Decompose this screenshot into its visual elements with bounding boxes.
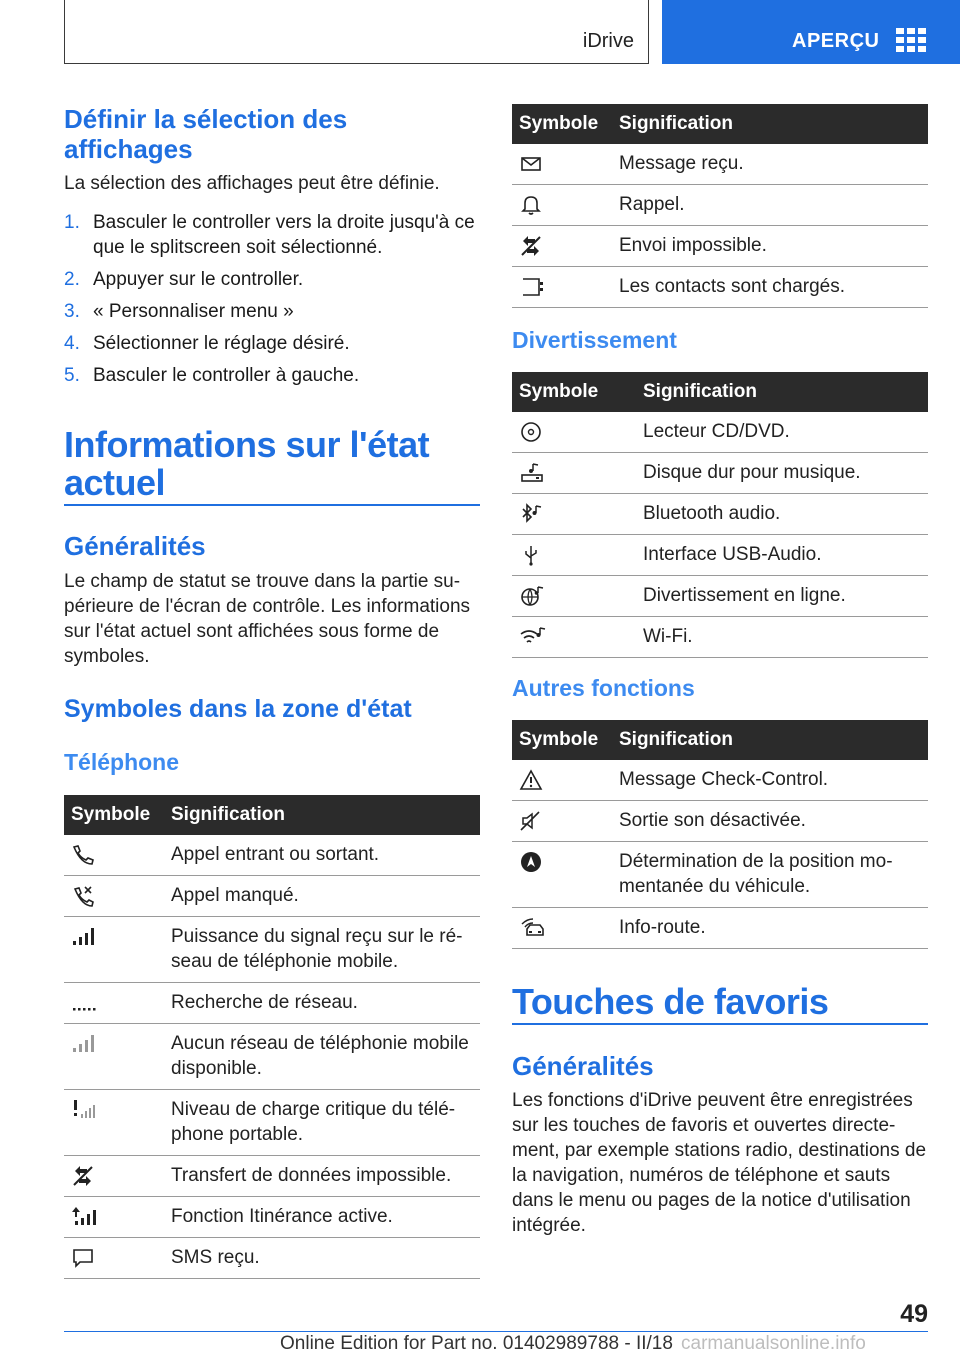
sound-off-icon	[519, 810, 543, 832]
table-row	[512, 842, 928, 908]
list-item: 3. « Personnaliser menu »	[64, 301, 294, 322]
other-functions-heading: Autres fonctions	[512, 675, 695, 701]
network-search-icon	[71, 992, 99, 1012]
table-row	[64, 1024, 480, 1090]
phone-call-icon	[71, 844, 95, 866]
list-item: 5. Basculer le controller à gauche.	[64, 365, 360, 386]
row-text: Divertissement en ligne.	[636, 576, 928, 617]
sms-icon	[71, 1247, 95, 1269]
row-text: Disque dur pour musique.	[636, 453, 928, 494]
list-item: 1. Basculer le controller vers la droite jusqu'à ce que le splitscreen soit sélectionné.	[64, 212, 475, 258]
table-row	[64, 983, 480, 1024]
display-selection-intro: La sélection des affichages peut être définie.	[64, 173, 440, 194]
messages-symbols-table	[512, 104, 928, 308]
table-header-row	[64, 795, 480, 835]
position-icon	[519, 851, 543, 873]
telephone-heading: Téléphone	[64, 749, 180, 775]
header-section-box	[64, 0, 649, 64]
section-rule	[512, 1023, 928, 1025]
row-text: Niveau de charge critique du téléphone portable.	[164, 1090, 480, 1156]
transfer-impossible-icon	[71, 1165, 95, 1187]
column-header-symbol: Symbole	[512, 720, 612, 760]
status-symbols-heading: Symboles dans la zone d'état	[64, 695, 412, 723]
row-text: Bluetooth audio.	[636, 494, 928, 535]
table-row	[512, 453, 928, 494]
header-chapter-title: APERÇU	[792, 30, 880, 52]
list-item: 2. Appuyer sur le controller.	[64, 269, 304, 290]
column-header-meaning: Signification	[636, 372, 928, 412]
favorites-general-heading: Généralités	[512, 1051, 654, 1081]
footer-rule	[64, 1331, 928, 1332]
column-header-symbol: Symbole	[64, 795, 164, 835]
low-battery-icon	[71, 1099, 99, 1119]
column-header-symbol: Symbole	[512, 372, 636, 412]
grid-icon	[896, 28, 926, 52]
entertainment-symbols-table	[512, 372, 928, 658]
row-text: Fonction Itinérance active.	[164, 1197, 480, 1238]
table-row	[64, 1238, 480, 1279]
entertainment-heading: Divertissement	[512, 327, 677, 353]
table-row	[512, 617, 928, 658]
row-text: Détermination de la position momentanée du véhicule.	[612, 842, 928, 908]
envelope-icon	[519, 153, 543, 175]
table-row	[64, 876, 480, 917]
table-row	[64, 917, 480, 983]
row-text: Wi-Fi.	[636, 617, 928, 658]
row-text: Puissance du signal reçu sur le réseau de téléphonie mobile.	[164, 917, 480, 983]
table-row	[512, 144, 928, 185]
row-text: Sortie son désactivée.	[612, 801, 928, 842]
watermark: carmanualsonline.info	[681, 1333, 866, 1354]
table-row	[512, 226, 928, 267]
footer-edition: Online Edition for Part no. 01402989788 - II/18	[280, 1333, 673, 1354]
display-selection-heading: Définir la sélection des affichages	[64, 104, 348, 164]
table-row	[512, 908, 928, 949]
table-row	[64, 1156, 480, 1197]
bluetooth-audio-icon	[519, 503, 545, 525]
send-failed-icon	[519, 235, 543, 257]
hdd-music-icon	[519, 462, 545, 484]
table-row	[512, 576, 928, 617]
section-rule	[64, 504, 480, 506]
general-text: Le champ de statut se trouve dans la partie supérieure de l'écran de contrôle. Les informations sur l'état actuel sont affichées sous forme de symboles.	[64, 571, 471, 667]
row-text: Appel manqué.	[164, 876, 480, 917]
table-row	[512, 494, 928, 535]
row-text: Envoi impossible.	[612, 226, 928, 267]
online-entertainment-icon	[519, 585, 545, 607]
wifi-icon	[519, 626, 547, 648]
row-text: SMS reçu.	[164, 1238, 480, 1279]
column-header-symbol: Symbole	[512, 104, 612, 144]
row-text: Aucun réseau de téléphonie mobile disponible.	[164, 1024, 480, 1090]
page-number: 49	[900, 1300, 928, 1328]
row-text: Recherche de réseau.	[164, 983, 480, 1024]
row-text: Appel entrant ou sortant.	[164, 835, 480, 876]
row-text: Info-route.	[612, 908, 928, 949]
table-row	[64, 1197, 480, 1238]
telephone-symbols-table	[64, 795, 480, 1279]
row-text: Message reçu.	[612, 144, 928, 185]
warning-icon	[519, 769, 543, 791]
bell-icon	[519, 194, 543, 216]
usb-icon	[519, 544, 543, 566]
favorites-text: Les fonctions d'iDrive peuvent être enregistrées sur les touches de favoris et ouvertes directement, par exemple stations radio, destinations de la navigation, numéros de téléphone et sauts dans le menu ou pages de la notice d'utilisation intégrée.	[512, 1090, 927, 1236]
current-status-heading: Informations sur l'état actuel	[64, 424, 430, 503]
traffic-info-icon	[519, 917, 547, 939]
other-functions-symbols-table	[512, 720, 928, 949]
table-header-row	[512, 372, 928, 412]
no-network-icon	[71, 1033, 99, 1053]
table-header-row	[512, 720, 928, 760]
row-text: Transfert de données impossible.	[164, 1156, 480, 1197]
row-text: Interface USB-Audio.	[636, 535, 928, 576]
table-row	[512, 760, 928, 801]
row-text: Message Check-Control.	[612, 760, 928, 801]
header-chapter-tab[interactable]	[662, 0, 960, 64]
table-row	[512, 185, 928, 226]
table-row	[512, 412, 928, 453]
row-text: Rappel.	[612, 185, 928, 226]
roaming-icon	[71, 1206, 99, 1226]
general-heading: Généralités	[64, 531, 206, 561]
missed-call-icon	[71, 885, 95, 907]
header-section-title: iDrive	[582, 30, 634, 52]
signal-strength-icon	[71, 926, 99, 946]
list-item: 4. Sélectionner le réglage désiré.	[64, 333, 350, 354]
table-row	[512, 801, 928, 842]
favorites-heading: Touches de favoris	[512, 981, 829, 1022]
table-header-row	[512, 104, 928, 144]
column-header-meaning: Signification	[612, 104, 928, 144]
column-header-meaning: Signification	[164, 795, 480, 835]
row-text: Lecteur CD/DVD.	[636, 412, 928, 453]
cd-icon	[519, 421, 543, 443]
table-row	[512, 267, 928, 308]
table-row	[512, 535, 928, 576]
steps-list	[64, 210, 480, 395]
contacts-icon	[519, 276, 545, 298]
table-row	[64, 1090, 480, 1156]
row-text: Les contacts sont chargés.	[612, 267, 928, 308]
column-header-meaning: Signification	[612, 720, 928, 760]
table-row	[64, 835, 480, 876]
